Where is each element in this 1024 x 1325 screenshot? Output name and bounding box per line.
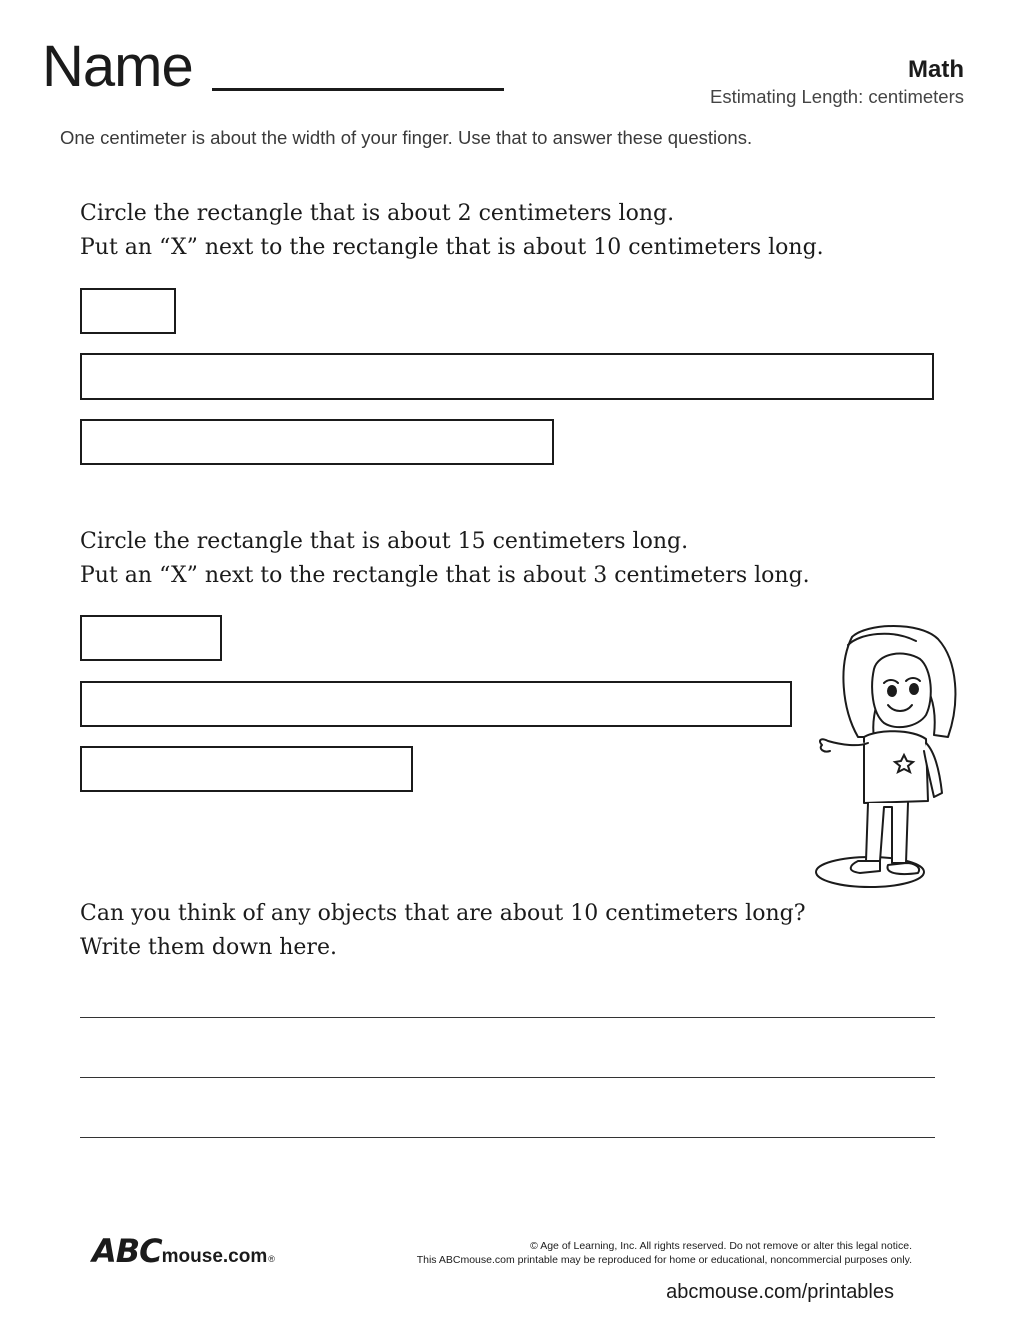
topic-subtitle: Estimating Length: centimeters <box>710 86 964 107</box>
logo-mouse-text: mouse.com <box>161 1246 268 1267</box>
name-label: Name <box>42 34 193 99</box>
legal-notice <box>417 1239 912 1267</box>
logo-registered-mark: ® <box>268 1254 275 1264</box>
q1-rectangle-small[interactable] <box>80 288 176 334</box>
question-2-line-1: Circle the rectangle that is about 15 centimeters long. <box>80 529 689 554</box>
question-3 <box>80 897 805 965</box>
abcmouse-logo <box>92 1232 275 1272</box>
legal-line-2: This ABCmouse.com printable may be reproduced for home or educational, noncommercial purposes only. <box>416 1254 912 1266</box>
printables-url[interactable]: abcmouse.com/printables <box>666 1281 894 1303</box>
name-write-line[interactable] <box>212 88 504 91</box>
subject-title: Math <box>908 56 964 83</box>
question-1-line-2: Put an “X” next to the rectangle that is about 10 centimeters long. <box>80 235 824 260</box>
q2-rectangle-medium[interactable] <box>80 746 413 792</box>
question-3-line-1: Can you think of any objects that are about 10 centimeters long? <box>80 901 806 926</box>
q1-rectangle-long[interactable] <box>80 353 934 400</box>
question-2-line-2: Put an “X” next to the rectangle that is about 3 centimeters long. <box>80 563 810 588</box>
answer-line-1[interactable] <box>80 1017 935 1018</box>
q2-rectangle-long[interactable] <box>80 681 792 727</box>
question-2 <box>80 525 810 593</box>
logo-abc-text: ABC <box>92 1232 162 1270</box>
instructions: One centimeter is about the width of your finger. Use that to answer these questions. <box>60 127 753 148</box>
question-1 <box>80 197 824 265</box>
answer-line-3[interactable] <box>80 1137 935 1138</box>
legal-line-1: © Age of Learning, Inc. All rights reserved. Do not remove or alter this legal notice. <box>530 1240 912 1252</box>
q1-rectangle-medium[interactable] <box>80 419 554 465</box>
q2-rectangle-small[interactable] <box>80 615 222 661</box>
question-3-line-2: Write them down here. <box>80 935 337 960</box>
question-1-line-1: Circle the rectangle that is about 2 centimeters long. <box>80 201 675 226</box>
girl-character-illustration <box>808 625 968 895</box>
answer-line-2[interactable] <box>80 1077 935 1078</box>
